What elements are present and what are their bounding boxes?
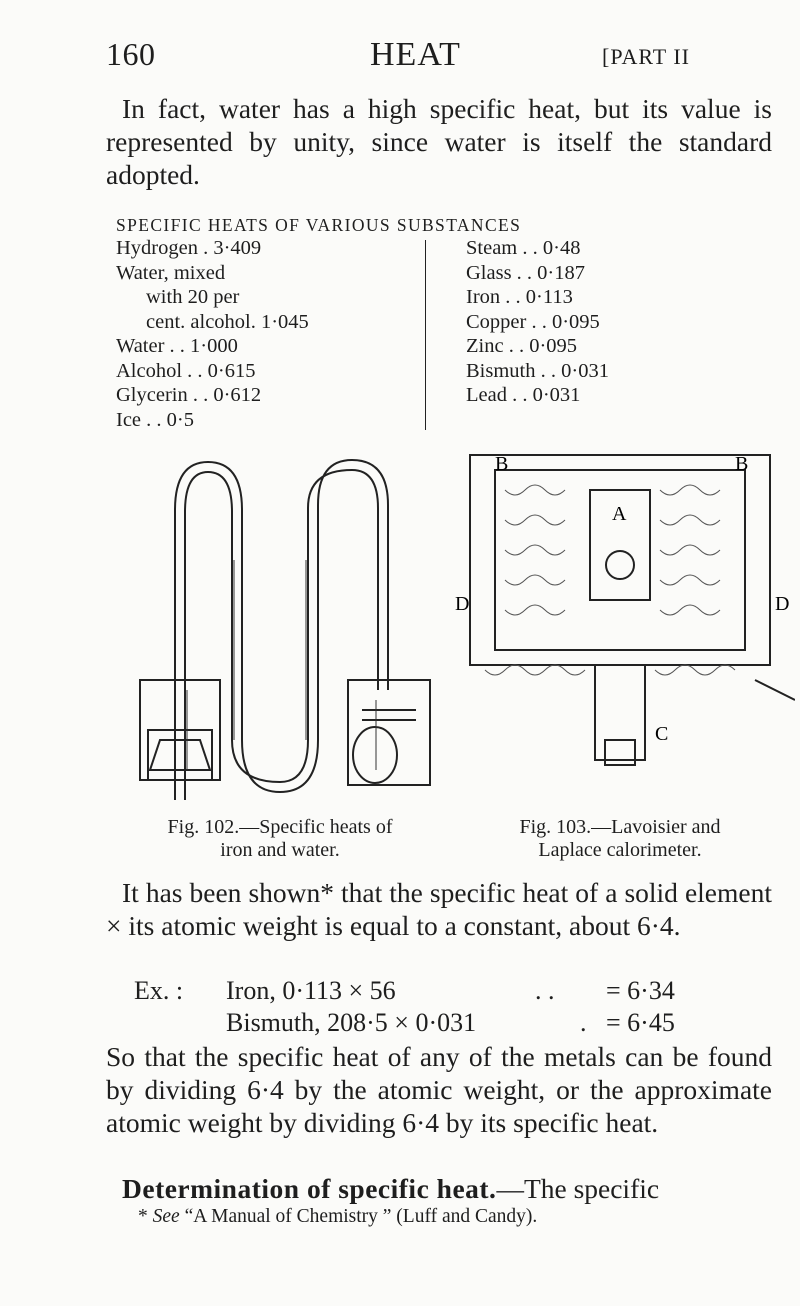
label-a: A: [612, 503, 627, 525]
fig-103-caption: [460, 816, 780, 862]
table-row: Water . . 1·000: [116, 335, 238, 357]
fig-103-illustration: [455, 450, 795, 800]
footnote: [138, 1206, 537, 1228]
label-d-right: D: [775, 593, 790, 615]
table-row: Alcohol . . 0·615: [116, 359, 256, 382]
footnote-see: See: [152, 1206, 180, 1227]
example-line1-dots: . .: [535, 976, 555, 1005]
table-row: cent. alcohol. 1·045: [146, 310, 309, 333]
table-right-column: [466, 236, 766, 408]
label-b-right: B: [735, 453, 749, 475]
table-row: with 20 per: [146, 286, 240, 308]
caption-line: Fig. 102.—Specific heats of: [167, 816, 393, 838]
fig-102-caption: [120, 816, 440, 862]
table-title: SPECIFIC HEATS OF VARIOUS SUBSTANCES: [116, 215, 522, 235]
table-row: Iron . . 0·113: [466, 286, 573, 308]
table-row: Ice . . 0·5: [116, 408, 194, 431]
table-row: Water, mixed: [116, 261, 226, 284]
page-number: 160: [106, 36, 156, 72]
label-b-left: B: [495, 453, 509, 475]
intro-paragraph: In fact, water has a high specific heat, but its value is represented by unity, since water is itself the standard adopted.: [106, 93, 772, 190]
body-paragraph: So that the specific heat of any of the metals can be found by dividing 6·4 by the atomic weight, or the approximate atomic weight by dividing 6·4 by its specific heat.: [106, 1041, 772, 1138]
caption-line: Laplace calorimeter.: [538, 839, 702, 861]
body-paragraph: It has been shown* that the specific heat of a solid element × its atomic weight is equal to a constant, about 6·4.: [106, 877, 772, 941]
table-row: Lead . . 0·031: [466, 384, 581, 406]
label-c: C: [655, 723, 669, 745]
table-row: Zinc . . 0·095: [466, 335, 578, 357]
table-left-column: [116, 236, 406, 432]
table-row: Bismuth . . 0·031: [466, 359, 609, 382]
footnote-marker: *: [138, 1206, 153, 1227]
caption-line: iron and water.: [220, 839, 340, 861]
section-text: —The specific: [496, 1173, 660, 1204]
example-lead: Ex. :: [134, 976, 184, 1005]
caption-line: Fig. 103.—Lavoisier and: [519, 816, 721, 838]
part-label: [PART II: [602, 44, 690, 69]
table-row: Glycerin . . 0·612: [116, 384, 262, 406]
footnote-text: “A Manual of Chemistry ” (Luff and Candy).: [179, 1206, 538, 1227]
example-line1-left: Iron, 0·113 × 56: [226, 976, 396, 1005]
table-row: Hydrogen . 3·409: [116, 237, 262, 259]
example-line2-result: = 6·45: [606, 1008, 675, 1037]
table-row: Glass . . 0·187: [466, 261, 586, 284]
table-row: Steam . . 0·48: [466, 237, 581, 259]
example-line2-dots: .: [580, 1008, 587, 1037]
running-title: HEAT: [370, 36, 461, 73]
section-line: [106, 1172, 772, 1205]
example-line2-left: Bismuth, 208·5 × 0·031: [226, 1008, 477, 1037]
fig-102-illustration: [130, 440, 470, 810]
example-line1-result: = 6·34: [606, 976, 675, 1005]
label-d-left: D: [455, 593, 470, 615]
table-row: Copper . . 0·095: [466, 310, 600, 333]
table-divider: [425, 240, 426, 430]
section-heading: Determination of specific heat.: [122, 1173, 497, 1204]
